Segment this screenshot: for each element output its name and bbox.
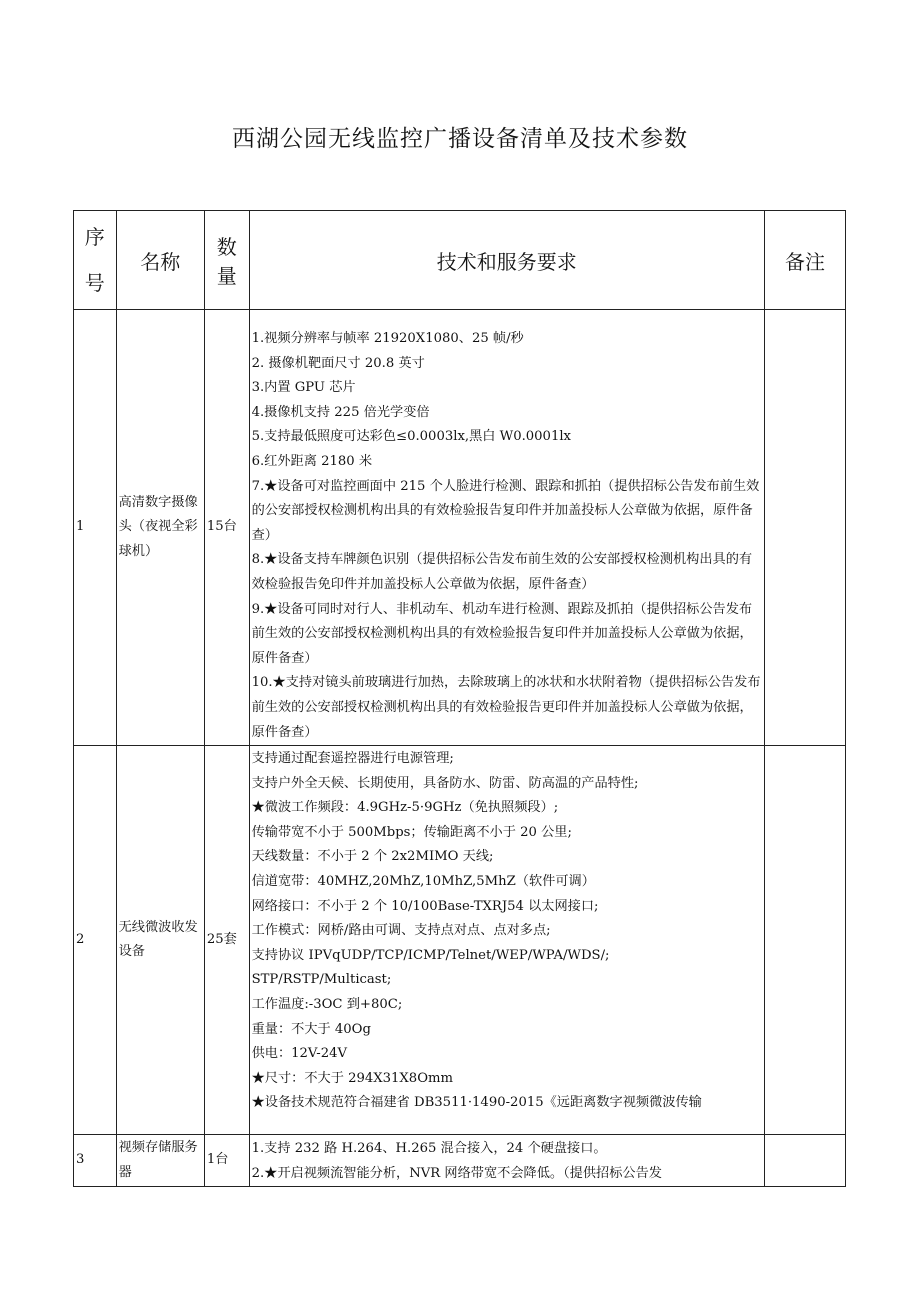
requirement-line: 支持协议 IPVqUDP/TCP/ICMP/Telnet/WEP/WPA/WDS/; — [251, 947, 610, 963]
row-seq: 3 — [74, 1135, 117, 1187]
table-row — [74, 746, 846, 1135]
header-requirements: 技术和服务要求 — [249, 211, 764, 310]
requirement-line: 10.★支持对镜头前玻璃进行加热，去除玻璃上的冰状和水状附着物（提供招标公告发布前生效的公安部授权检测机构出具的有效检验报告更印件并加盖投标人公章做为依据，原件备查） — [251, 675, 761, 740]
row-note — [764, 310, 845, 746]
requirement-line: 7.★设备可对监控画面中 215 个人脸进行检测、跟踪和抓拍（提供招标公告发布前生效的公安部授权检测机构出具的有效检验报告复印件并加盖投标人公章做为依据，原件备查） — [251, 478, 760, 543]
requirement-line: 1.支持 232 路 H.264、H.265 混合接入，24 个硬盘接口。 — [251, 1141, 607, 1157]
requirement-line: 3.内置 GPU 芯片 — [251, 380, 356, 396]
equipment-table — [73, 210, 846, 1187]
row-requirements — [249, 310, 764, 746]
requirement-line: 8.★设备支持车牌颜色识别（提供招标公告发布前生效的公安部授权检测机构出具的有效检验报告免印件并加盖投标人公章做为依据，原件备查） — [251, 552, 753, 592]
requirement-line: ★设备技术规范符合福建省 DB3511·1490-2015《远距离数字视频微波传输 — [251, 1095, 702, 1111]
header-qty: 数量 — [204, 211, 249, 310]
row-requirements — [249, 746, 764, 1135]
row-name: 视频存储服务器 — [116, 1135, 204, 1187]
requirement-line: 支持户外全天候、长期使用，具备防水、防雷、防高温的产品特性; — [251, 775, 639, 791]
requirement-line: 天线数量：不小于 2 个 2x2MIMO 天线; — [251, 849, 494, 865]
requirement-line: 2. 摄像机靶面尺寸 20.8 英寸 — [251, 355, 425, 371]
requirement-line: 传输带宽不小于 500Mbps；传输距离不小于 20 公里; — [251, 824, 572, 840]
requirement-line: 网络接口：不小于 2 个 10/100Base-TXRJ54 以太网接口; — [251, 898, 599, 914]
header-seq — [74, 211, 117, 310]
requirement-line: 供电：12V-24V — [251, 1046, 347, 1062]
requirement-line: 1.视频分辨率与帧率 21920X1080、25 帧/秒 — [251, 331, 524, 346]
table-row — [74, 310, 846, 746]
row-name: 无线微波收发设备 — [116, 746, 204, 1135]
requirement-line: 信道宽带：40MHZ,20MhZ,10MhZ,5MhZ（软件可调） — [251, 874, 595, 890]
row-name: 高清数字摄像头（夜视全彩球机） — [116, 310, 204, 746]
header-seq-line2: 号 — [84, 271, 105, 295]
requirement-line: STP/RSTP/Multicast; — [251, 972, 392, 988]
requirement-line: 支持通过配套遥控器进行电源管理; — [251, 751, 454, 767]
row-requirements — [249, 1135, 764, 1187]
requirement-line: 5.支持最低照度可达彩色≤0.0003lx,黑白 W0.0001lx — [251, 429, 571, 445]
requirement-line: ★微波工作频段：4.9GHz-5·9GHz（免执照频段）; — [251, 800, 559, 816]
requirement-line: ★尺寸：不大于 294X31X8Omm — [251, 1070, 454, 1086]
row-note — [764, 1135, 845, 1187]
row-note — [764, 746, 845, 1135]
requirement-line: 工作温度:-3OC 到+80C; — [251, 997, 403, 1013]
header-seq-line1: 序 — [84, 225, 105, 249]
table-header-row — [74, 211, 846, 310]
requirement-line: 9.★设备可同时对行人、非机动车、机动车进行检测、跟踪及抓拍（提供招标公告发布前生效的公安部授权检测机构出具的有效检验报告复印件并加盖投标人公章做为依据，原件备查） — [251, 601, 753, 666]
requirement-line: 4.摄像机支持 225 倍光学变倍 — [251, 404, 430, 420]
row-qty: 25套 — [204, 746, 249, 1135]
row-qty: 15台 — [204, 310, 249, 746]
requirement-line: 工作模式：网桥/路由可调、支持点对点、点对多点; — [251, 923, 551, 939]
header-name: 名称 — [116, 211, 204, 310]
row-seq: 1 — [74, 310, 117, 746]
row-seq: 2 — [74, 746, 117, 1135]
document-title: 西湖公园无线监控广播设备清单及技术参数 — [232, 126, 688, 152]
row-qty: 1台 — [204, 1135, 249, 1187]
requirement-line: 重量：不大于 40Og — [251, 1021, 371, 1037]
requirement-line: 6.红外距离 2180 米 — [251, 453, 373, 469]
requirement-line: 2.★开启视频流智能分析，NVR 网络带宽不会降低。（提供招标公告发 — [251, 1165, 662, 1181]
header-note: 备注 — [764, 211, 845, 310]
table-row — [74, 1135, 846, 1187]
